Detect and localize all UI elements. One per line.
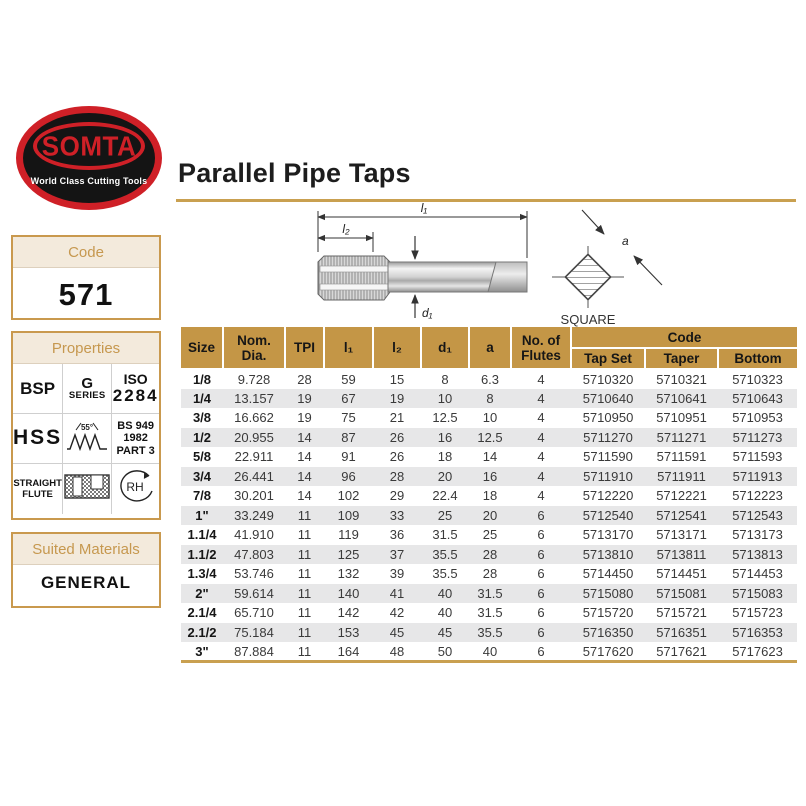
cell-tpi: 11 [297,624,312,640]
cell-l1: 119 [338,527,359,543]
cell-nom-dia: 75.184 [234,624,274,640]
table-row [181,467,797,487]
cell-size: 1" [195,507,209,523]
header-taper: Taper [645,348,718,369]
cell-bottom: 5711593 [732,449,783,465]
cell-tap-set: 5711910 [583,468,633,484]
flute-type-line1: STRAIGHT [13,477,62,489]
cell-tap-set: 5712220 [582,488,634,504]
properties-grid [13,364,159,514]
properties-box [11,331,161,520]
cell-nom-dia: 41.910 [234,527,274,543]
cell-tap-set: 5715080 [582,585,634,601]
cell-l2: 48 [389,643,405,659]
cell-tpi: 11 [297,643,312,659]
cell-tap-set: 5710640 [582,390,634,406]
logo-brand-text: SOMTA [41,129,137,162]
cell-l2: 26 [389,429,405,445]
cell-a: 14 [482,449,498,465]
cell-nom-dia: 22.911 [234,449,274,465]
cell-nom-dia: 13.157 [234,390,274,406]
square-caption: SQUARE [560,312,616,327]
cell-d1: 35.5 [432,566,458,582]
cell-d1: 22.4 [432,488,458,504]
cell-size: 2.1/2 [187,624,217,640]
cell-flutes: 4 [537,410,545,426]
standard-line2: 1982 [123,432,148,445]
cell-nom-dia: 33.249 [234,507,274,523]
cell-tpi: 11 [297,605,312,621]
cell-bottom: 5716353 [732,624,783,640]
cell-tap-set: 5714450 [582,566,634,582]
thread-form-label: BSP [20,378,56,398]
cell-tpi: 28 [297,371,312,387]
cell-taper: 5715721 [656,605,707,621]
cell-flutes: 4 [537,390,545,406]
suited-materials-value: GENERAL [40,573,132,592]
cell-size: 3" [195,643,209,659]
cell-size: 1.1/2 [187,546,217,562]
cell-l2: 15 [389,371,405,387]
cell-taper: 5712221 [656,488,707,504]
cell-size: 1/2 [192,429,212,445]
cell-a: 40 [482,643,498,659]
square-section-diagram [540,200,740,330]
pipe-taps-table-body [181,369,797,662]
cell-tap-set: 5716350 [582,624,634,640]
cell-tap-set: 5713170 [582,527,634,543]
cell-l2: 33 [389,507,405,523]
cell-tap-set: 5712540 [582,507,634,523]
cell-a: 28 [482,566,498,582]
flute-type-line2: FLUTE [22,489,53,500]
cell-flutes: 4 [537,468,545,484]
table-row [181,603,797,623]
cell-flutes: 6 [537,546,545,562]
cell-l2: 37 [389,546,405,562]
table-row [181,623,797,643]
cell-tap-set: 5717620 [582,643,634,659]
cell-bottom: 5715723 [732,605,783,621]
cell-bottom: 5711273 [732,429,783,445]
iso-top-label: ISO [123,371,148,388]
tap-threaded-section [318,256,390,300]
cell-l1: 164 [337,643,360,659]
cell-size: 1.1/4 [187,527,217,543]
cell-d1: 35.5 [432,546,458,562]
code-box-header: Code [13,237,159,268]
cell-bottom: 5714453 [732,566,783,582]
cell-a: 28 [482,546,498,562]
cell-tpi: 14 [297,468,312,484]
cell-a: 31.5 [477,585,503,601]
cell-bottom: 5713173 [732,527,783,543]
header-size: Size [181,327,223,369]
cell-taper: 5710641 [656,390,707,406]
cell-taper: 5713811 [656,546,707,562]
table-row [181,525,797,545]
table-row [181,642,797,662]
cell-a: 25 [482,527,498,543]
cell-flutes: 6 [537,585,545,601]
table-row [181,545,797,565]
table-row [181,584,797,604]
logo-ring [33,122,145,170]
cell-bottom: 5715083 [732,585,783,601]
cell-d1: 50 [437,643,453,659]
header-tap-set: Tap Set [571,348,645,369]
cell-nom-dia: 47.803 [234,546,274,562]
cell-taper: 5712541 [656,507,707,523]
cell-d1: 40 [437,585,453,601]
cell-l1: 75 [341,410,356,426]
cell-a: 31.5 [477,605,503,621]
cell-tpi: 11 [297,527,312,543]
header-flutes: No. of Flutes [511,327,571,369]
cell-size: 2.1/4 [187,605,217,621]
cell-a: 12.5 [477,429,503,445]
cell-size: 1/4 [192,390,212,406]
cell-size: 5/8 [192,449,212,465]
cell-taper: 5710951 [656,410,707,426]
cell-l1: 109 [337,507,360,523]
property-hand [112,464,159,514]
cell-flutes: 4 [537,488,545,504]
material-label: HSS [13,426,63,450]
thread-angle-label: 55° [81,423,94,433]
cell-tpi: 11 [297,546,312,562]
header-bottom: Bottom [718,348,797,369]
property-standard [112,414,159,464]
cell-l2: 26 [389,449,405,465]
cell-tpi: 19 [297,390,312,406]
cell-l2: 41 [389,585,405,601]
table-row [181,506,797,526]
cell-l1: 96 [341,468,356,484]
cell-d1: 31.5 [432,527,458,543]
thread-profile-icon [65,419,109,458]
cell-l2: 42 [389,605,405,621]
cell-flutes: 4 [537,449,545,465]
property-thread-form [13,364,63,414]
cell-tap-set: 5713810 [582,546,634,562]
cell-tap-set: 5710320 [582,371,634,387]
cell-a: 18 [482,488,498,504]
somta-logo [16,106,162,210]
cell-l1: 87 [341,429,356,445]
cell-tpi: 14 [297,429,312,445]
cell-l2: 19 [389,390,405,406]
cell-bottom: 5710643 [732,390,783,406]
cell-d1: 8 [441,371,449,387]
cell-a: 6.3 [480,371,500,387]
cell-nom-dia: 9.728 [237,371,271,387]
cell-flutes: 6 [537,507,545,523]
cell-tpi: 14 [297,488,312,504]
header-a: a [469,327,511,369]
series-bottom-label: SERIES [68,390,106,402]
property-flute-section [63,464,112,514]
cell-tpi: 19 [297,410,312,426]
cell-size: 7/8 [192,488,212,504]
cell-l1: 91 [341,449,356,465]
cell-bottom: 5710953 [732,410,783,426]
property-material [13,414,63,464]
cell-l1: 140 [337,585,360,601]
cell-a: 20 [482,507,498,523]
property-flute-type [13,464,63,514]
dim-a-label: a [622,234,629,248]
cell-l2: 45 [389,624,405,640]
standard-line3: PART 3 [116,444,155,457]
property-iso [112,364,159,414]
header-l2: l₂ [373,327,421,369]
property-series [63,364,112,414]
cell-d1: 25 [437,507,453,523]
cell-l1: 142 [337,605,360,621]
cell-nom-dia: 65.710 [234,605,274,621]
square-section-shape [565,254,610,299]
series-top-label: G [81,374,94,392]
suited-materials-box [11,532,161,608]
header-l1: l₁ [324,327,373,369]
tap-diagram [300,200,540,322]
cell-a: 10 [482,410,498,426]
cell-d1: 45 [437,624,453,640]
cell-flutes: 6 [537,624,545,640]
cell-l1: 59 [341,371,356,387]
cell-d1: 10 [437,390,453,406]
hand-label: RH [125,479,144,494]
table-row [181,408,797,428]
cell-d1: 12.5 [432,410,458,426]
iso-bottom-label: 2284 [112,385,159,405]
cell-flutes: 6 [537,605,545,621]
cell-tpi: 11 [297,585,312,601]
right-hand-icon [115,467,157,512]
cell-size: 1.3/4 [187,566,217,582]
cell-taper: 5711271 [656,429,707,445]
cell-d1: 20 [437,468,453,484]
cell-d1: 16 [437,429,453,445]
cell-nom-dia: 59.614 [234,585,274,601]
properties-box-header: Properties [13,333,159,364]
cell-tap-set: 5715720 [582,605,634,621]
cell-taper: 5711591 [656,449,707,465]
table-row [181,486,797,506]
cell-tap-set: 5710950 [582,410,634,426]
cell-taper: 5715081 [656,585,707,601]
cell-l1: 67 [341,390,356,406]
cell-taper: 5713171 [656,527,707,543]
dim-l2-label: l₂ [342,222,350,236]
cell-nom-dia: 87.884 [234,643,274,659]
cell-flutes: 6 [537,643,545,659]
cell-nom-dia: 16.662 [234,410,274,426]
table-row [181,564,797,584]
table-row [181,428,797,448]
cell-flutes: 6 [537,566,545,582]
cell-l1: 125 [337,546,360,562]
cell-size: 3/8 [192,410,212,426]
cell-nom-dia: 26.441 [234,468,274,484]
code-box [11,235,161,320]
cell-bottom: 5712543 [732,507,783,523]
cell-l1: 102 [337,488,360,504]
cell-taper: 5716351 [656,624,707,640]
cell-bottom: 5713813 [732,546,783,562]
cell-nom-dia: 20.955 [234,429,274,445]
standard-line1: BS 949 [117,419,154,432]
dim-l1-label: l₁ [420,201,428,215]
cell-l1: 132 [337,566,360,582]
cell-tpi: 11 [297,566,312,582]
cell-d1: 40 [437,605,453,621]
cell-nom-dia: 53.746 [234,566,274,582]
page-title: Parallel Pipe Taps [178,158,411,188]
cell-l2: 29 [389,488,405,504]
cell-tap-set: 5711590 [583,449,633,465]
cell-bottom: 5712223 [732,488,783,504]
header-tpi: TPI [285,327,324,369]
cell-size: 3/4 [192,468,212,484]
cell-tpi: 14 [297,449,312,465]
table-header [181,327,797,369]
cell-taper: 5717621 [656,643,707,659]
cell-l2: 21 [389,410,405,426]
cell-a: 16 [482,468,498,484]
logo-tagline: World Class Cutting Tools [30,176,148,186]
cell-bottom: 5711913 [732,468,783,484]
cell-taper: 5714451 [656,566,707,582]
suited-materials-header: Suited Materials [13,534,159,565]
property-thread-profile [63,414,112,464]
header-d1: d₁ [421,327,469,369]
cell-size: 2" [195,585,209,601]
cell-tap-set: 5711270 [583,429,633,445]
straight-flute-icon [64,473,110,505]
table-row [181,389,797,409]
cell-l2: 36 [389,527,405,543]
cell-l1: 153 [337,624,360,640]
cell-size: 1/8 [192,371,212,387]
dim-d1-label: d₁ [422,306,433,320]
cell-taper: 5711911 [657,468,706,484]
cell-bottom: 5710323 [732,371,783,387]
cell-a: 35.5 [477,624,503,640]
cell-l2: 39 [389,566,405,582]
header-nom-dia: Nom. Dia. [223,327,285,369]
pipe-taps-table [181,327,797,663]
cell-flutes: 6 [537,527,545,543]
cell-flutes: 4 [537,429,545,445]
cell-a: 8 [486,390,494,406]
table-row [181,447,797,467]
cell-d1: 18 [437,449,453,465]
code-value: 571 [58,277,114,312]
cell-l2: 28 [389,468,405,484]
table-row [181,369,797,389]
cell-bottom: 5717623 [732,643,783,659]
cell-flutes: 4 [537,371,545,387]
cell-tpi: 11 [297,507,312,523]
header-code-group: Code [571,327,797,348]
cell-taper: 5710321 [656,371,707,387]
cell-nom-dia: 30.201 [234,488,274,504]
